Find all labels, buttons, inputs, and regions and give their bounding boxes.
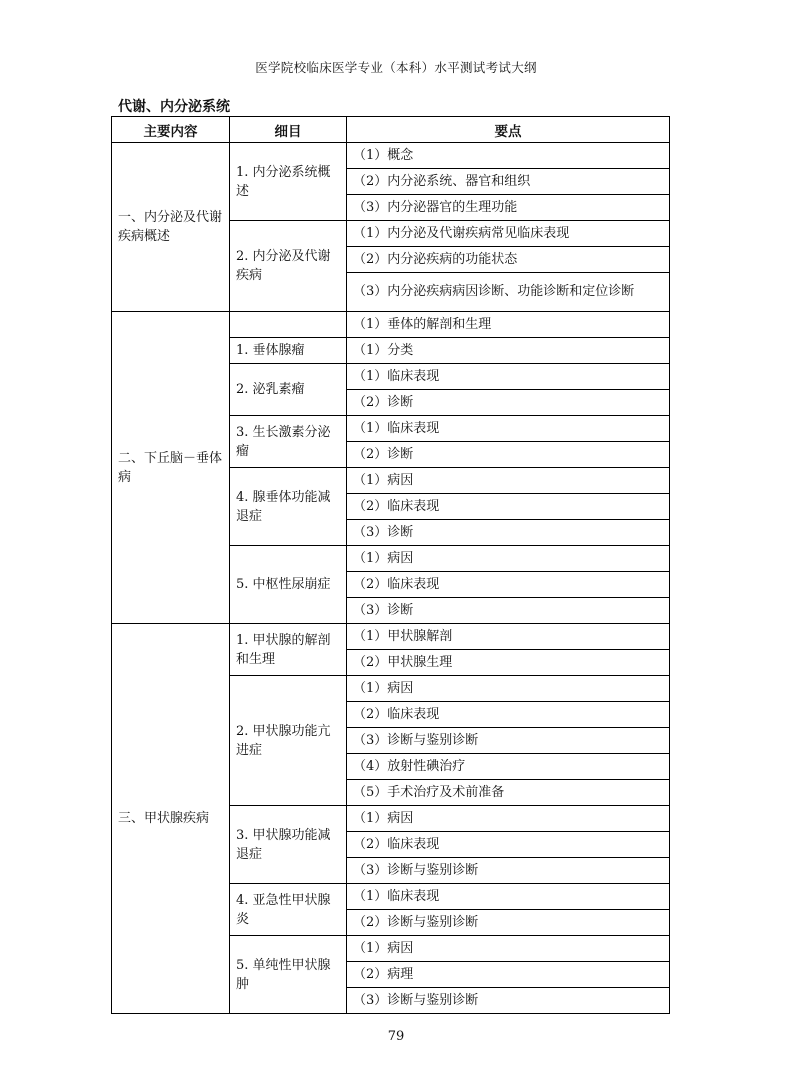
key-point-cell: （2）诊断与鉴别诊断 [347, 910, 670, 936]
key-point-cell: （1）病因 [347, 468, 670, 494]
key-point-cell: （1）垂体的解剖和生理 [347, 312, 670, 338]
key-point-cell: （2）临床表现 [347, 494, 670, 520]
detail-item-cell: 5. 中枢性尿崩症 [230, 546, 347, 624]
column-header-detail: 细目 [230, 117, 347, 143]
key-point-cell: （3）诊断 [347, 598, 670, 624]
key-point-cell: （1）内分泌及代谢疾病常见临床表现 [347, 221, 670, 247]
main-topic-cell: 二、下丘脑－垂体病 [112, 312, 230, 624]
key-point-cell: （1）分类 [347, 338, 670, 364]
key-point-cell: （2）病理 [347, 962, 670, 988]
key-point-cell: （5）手术治疗及术前准备 [347, 780, 670, 806]
key-point-cell: （2）临床表现 [347, 572, 670, 598]
key-point-cell: （1）概念 [347, 143, 670, 169]
key-point-cell: （2）临床表现 [347, 832, 670, 858]
key-point-cell: （1）甲状腺解剖 [347, 624, 670, 650]
detail-item-cell: 2. 甲状腺功能亢进症 [230, 676, 347, 806]
detail-item-cell: 3. 甲状腺功能减退症 [230, 806, 347, 884]
table-header-row [112, 117, 670, 143]
section-title: 代谢、内分泌系统 [118, 99, 230, 115]
key-point-cell: （1）病因 [347, 546, 670, 572]
page-header: 医学院校临床医学专业（本科）水平测试考试大纲 [255, 60, 537, 75]
table-body [112, 143, 670, 1014]
key-point-cell: （1）临床表现 [347, 364, 670, 390]
table-row [112, 312, 670, 338]
key-point-cell: （3）诊断与鉴别诊断 [347, 988, 670, 1014]
key-point-cell: （2）诊断 [347, 390, 670, 416]
key-point-cell: （3）内分泌疾病病因诊断、功能诊断和定位诊断 [347, 273, 670, 312]
key-point-cell: （3）诊断与鉴别诊断 [347, 858, 670, 884]
key-point-cell: （2）临床表现 [347, 702, 670, 728]
detail-item-cell: 5. 单纯性甲状腺肿 [230, 936, 347, 1014]
key-point-cell: （3）内分泌器官的生理功能 [347, 195, 670, 221]
detail-item-cell: 1. 垂体腺瘤 [230, 338, 347, 364]
key-point-cell: （3）诊断与鉴别诊断 [347, 728, 670, 754]
table-row [112, 143, 670, 169]
key-point-cell: （2）内分泌疾病的功能状态 [347, 247, 670, 273]
detail-item-cell: 2. 内分泌及代谢疾病 [230, 221, 347, 312]
key-point-cell: （4）放射性碘治疗 [347, 754, 670, 780]
key-point-cell: （2）甲状腺生理 [347, 650, 670, 676]
main-topic-cell: 一、内分泌及代谢疾病概述 [112, 143, 230, 312]
key-point-cell: （1）临床表现 [347, 416, 670, 442]
main-topic-cell: 三、甲状腺疾病 [112, 624, 230, 1014]
key-point-cell: （1）病因 [347, 806, 670, 832]
detail-item-cell: 2. 泌乳素瘤 [230, 364, 347, 416]
detail-item-cell: 1. 甲状腺的解剖和生理 [230, 624, 347, 676]
column-header-points: 要点 [347, 117, 670, 143]
detail-item-cell [230, 312, 347, 338]
key-point-cell: （1）病因 [347, 936, 670, 962]
page-number: 79 [387, 1029, 405, 1044]
detail-item-cell: 4. 亚急性甲状腺炎 [230, 884, 347, 936]
column-header-main: 主要内容 [112, 117, 230, 143]
table-row [112, 624, 670, 650]
key-point-cell: （1）临床表现 [347, 884, 670, 910]
key-point-cell: （2）内分泌系统、器官和组织 [347, 169, 670, 195]
detail-item-cell: 3. 生长激素分泌瘤 [230, 416, 347, 468]
key-point-cell: （1）病因 [347, 676, 670, 702]
key-point-cell: （3）诊断 [347, 520, 670, 546]
key-point-cell: （2）诊断 [347, 442, 670, 468]
detail-item-cell: 4. 腺垂体功能减退症 [230, 468, 347, 546]
syllabus-table [111, 116, 670, 1014]
detail-item-cell: 1. 内分泌系统概述 [230, 143, 347, 221]
